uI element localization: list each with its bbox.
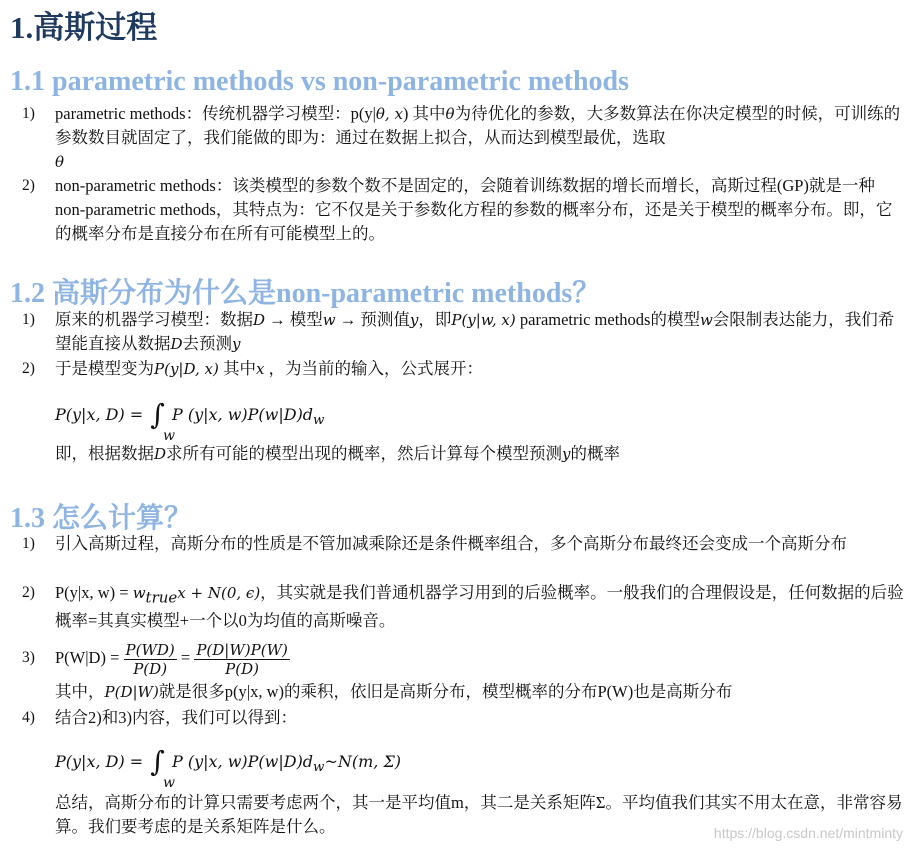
list-number: 2) — [22, 584, 35, 601]
equation-lhs: P(y|x, D) = — [55, 752, 144, 771]
list-item-1-3-3 — [10, 640, 905, 678]
text-span: 于是模型变为 — [55, 359, 154, 378]
text-span: parametric methods：传统机器学习模型：p(y| — [55, 104, 376, 123]
paragraph-text — [55, 680, 905, 704]
math-span: w — [322, 311, 336, 329]
list-item-1-3-2 — [10, 581, 905, 633]
fraction-numerator: P(WD) — [125, 640, 175, 659]
fraction-1 — [124, 641, 177, 678]
equation-tail: ~N(m, Σ) — [324, 752, 402, 771]
list-item-text — [55, 308, 905, 356]
text-span: P(y|x, w) = — [55, 583, 133, 602]
equation-lhs: P(y|x, D) = — [55, 405, 144, 424]
equation-rhs: P (y|x, w)P(w|D)d — [171, 405, 314, 424]
text-span: 会限制表达能力，我们希望能直接从数据 — [55, 310, 895, 353]
math-span: w — [699, 311, 713, 329]
paragraph-1-2-2-after — [10, 442, 905, 466]
paragraph-text — [55, 442, 905, 466]
list-item-text: 引入高斯过程，高斯分布的性质是不管加减乘除还是条件概率组合，多个高斯分布最终还会变成一个高斯分布 — [55, 534, 847, 553]
integral-subscript: w — [163, 428, 175, 444]
watermark-url: https://blog.csdn.net/mintminty — [713, 825, 903, 841]
math-span: P(y|D, x) — [154, 360, 219, 378]
text-span: → 模型 — [265, 310, 323, 329]
text-span: ) 其中 — [402, 104, 446, 123]
text-span: 其中， — [55, 682, 105, 701]
text-span: 求所有可能的模型出现的概率，然后计算每个模型预测 — [166, 444, 563, 463]
page-title: 1.高斯过程 — [10, 10, 158, 45]
math-span: w — [132, 584, 146, 602]
math-span: y — [232, 335, 241, 353]
math-span: x + N(0, ϵ) — [177, 584, 261, 602]
fraction-denominator: P(D) — [225, 659, 259, 678]
fraction-2 — [194, 641, 290, 678]
integral-equation — [55, 394, 325, 431]
section-heading-1-2: 1.2 高斯分布为什么是non-parametric methods？ — [10, 278, 601, 309]
math-span: D — [154, 445, 167, 463]
section-heading-1-3: 1.3 怎么计算？ — [10, 503, 193, 534]
fraction-denominator: P(D) — [133, 659, 168, 678]
equation-subscript: w — [313, 413, 325, 429]
paragraph-text: 总结，高斯分布的计算只需要考虑两个，其一是平均值m，其二是关系矩阵Σ。平均值我们其实不用太在意，非常容易算。我们要考虑的是关系矩阵是什么。 — [55, 793, 903, 836]
list-item-1-2-2 — [10, 357, 905, 381]
equation-rhs: P (y|x, w)P(w|D)d — [171, 752, 314, 771]
list-item-1-3-4 — [10, 706, 905, 730]
math-span: θ — [55, 153, 65, 171]
list-item-1-1-2 — [10, 174, 905, 246]
text-span: ，其实就是我们普通机器学习用到的后验概率。一般我们的合理假设是，任何数据的后验概率=其真实模型+一个以0为均值的高斯噪音。 — [55, 583, 904, 631]
list-number: 2) — [22, 177, 35, 194]
list-item-text: non-parametric methods：该类模型的参数个数不是固定的，会随着训练数据的增长而增长，高斯过程(GP)就是一种non-parametric methods，其特点为：它不仅是关于参数化方程的参数的概率分布，还是关于模型的概率分布。即，它的概率分布是直接分布在所有可能模型上的。 — [55, 176, 893, 243]
list-number: 2) — [22, 360, 35, 377]
list-number: 1) — [22, 311, 35, 328]
list-number: 3) — [22, 649, 35, 666]
list-item-1-3-1 — [10, 532, 905, 556]
math-span: P(y|w, x) — [451, 311, 516, 329]
list-item-text — [55, 581, 905, 633]
text-span: 即，根据数据 — [55, 444, 154, 463]
paragraph-1-3-3-after — [10, 680, 905, 704]
integral-symbol: ∫ — [150, 745, 165, 778]
text-span: ，即 — [418, 310, 452, 329]
math-span: P(D|W) — [104, 683, 159, 701]
math-span: D — [170, 335, 183, 353]
list-item-text — [55, 102, 905, 174]
text-span: = — [176, 648, 195, 667]
text-span: P(W|D) = — [55, 648, 124, 667]
equation-subscript: w — [313, 760, 325, 776]
math-span: y — [409, 311, 419, 329]
math-subscript: true — [145, 588, 178, 607]
text-span: 的概率 — [570, 444, 621, 463]
text-span: parametric methods的模型 — [515, 310, 700, 329]
math-span: x — [255, 360, 265, 378]
list-item-text — [55, 640, 905, 678]
fraction-numerator: P(D|W)P(W) — [196, 640, 288, 659]
integral-equation-2 — [55, 741, 402, 778]
integral-subscript: w — [163, 775, 175, 791]
math-span: θ — [445, 105, 455, 123]
list-item-1-2-1 — [10, 308, 905, 356]
text-span: ，为当前的输入，公式展开： — [264, 359, 484, 378]
list-item-text — [55, 357, 905, 381]
list-item-text: 结合2)和3)内容，我们可以得到： — [55, 708, 297, 727]
math-span: y — [562, 445, 571, 463]
text-span: 其中 — [218, 359, 256, 378]
list-number: 1) — [22, 535, 35, 552]
text-span: → 预测值 — [335, 310, 410, 329]
list-item-1-1-1 — [10, 102, 905, 174]
section-heading-1-1: 1.1 parametric methods vs non-parametric methods — [10, 66, 630, 97]
math-span: θ, x — [375, 105, 403, 123]
list-number: 1) — [22, 105, 35, 122]
text-span: 为待优化的参数，大多数算法在你决定模型的时候，可训练的参数数目就固定了，我们能做的即为：通过在数据上拟合，从而达到模型最优，选取 — [55, 104, 901, 147]
integral-symbol: ∫ — [150, 398, 165, 431]
text-span: 原来的机器学习模型：数据 — [55, 310, 253, 329]
list-number: 4) — [22, 709, 35, 726]
math-span: D — [253, 311, 266, 329]
text-span: 就是很多p(y|x, w)的乘积，依旧是高斯分布，模型概率的分布P(W)也是高斯分布 — [158, 682, 733, 701]
text-span: 去预测 — [182, 334, 233, 353]
